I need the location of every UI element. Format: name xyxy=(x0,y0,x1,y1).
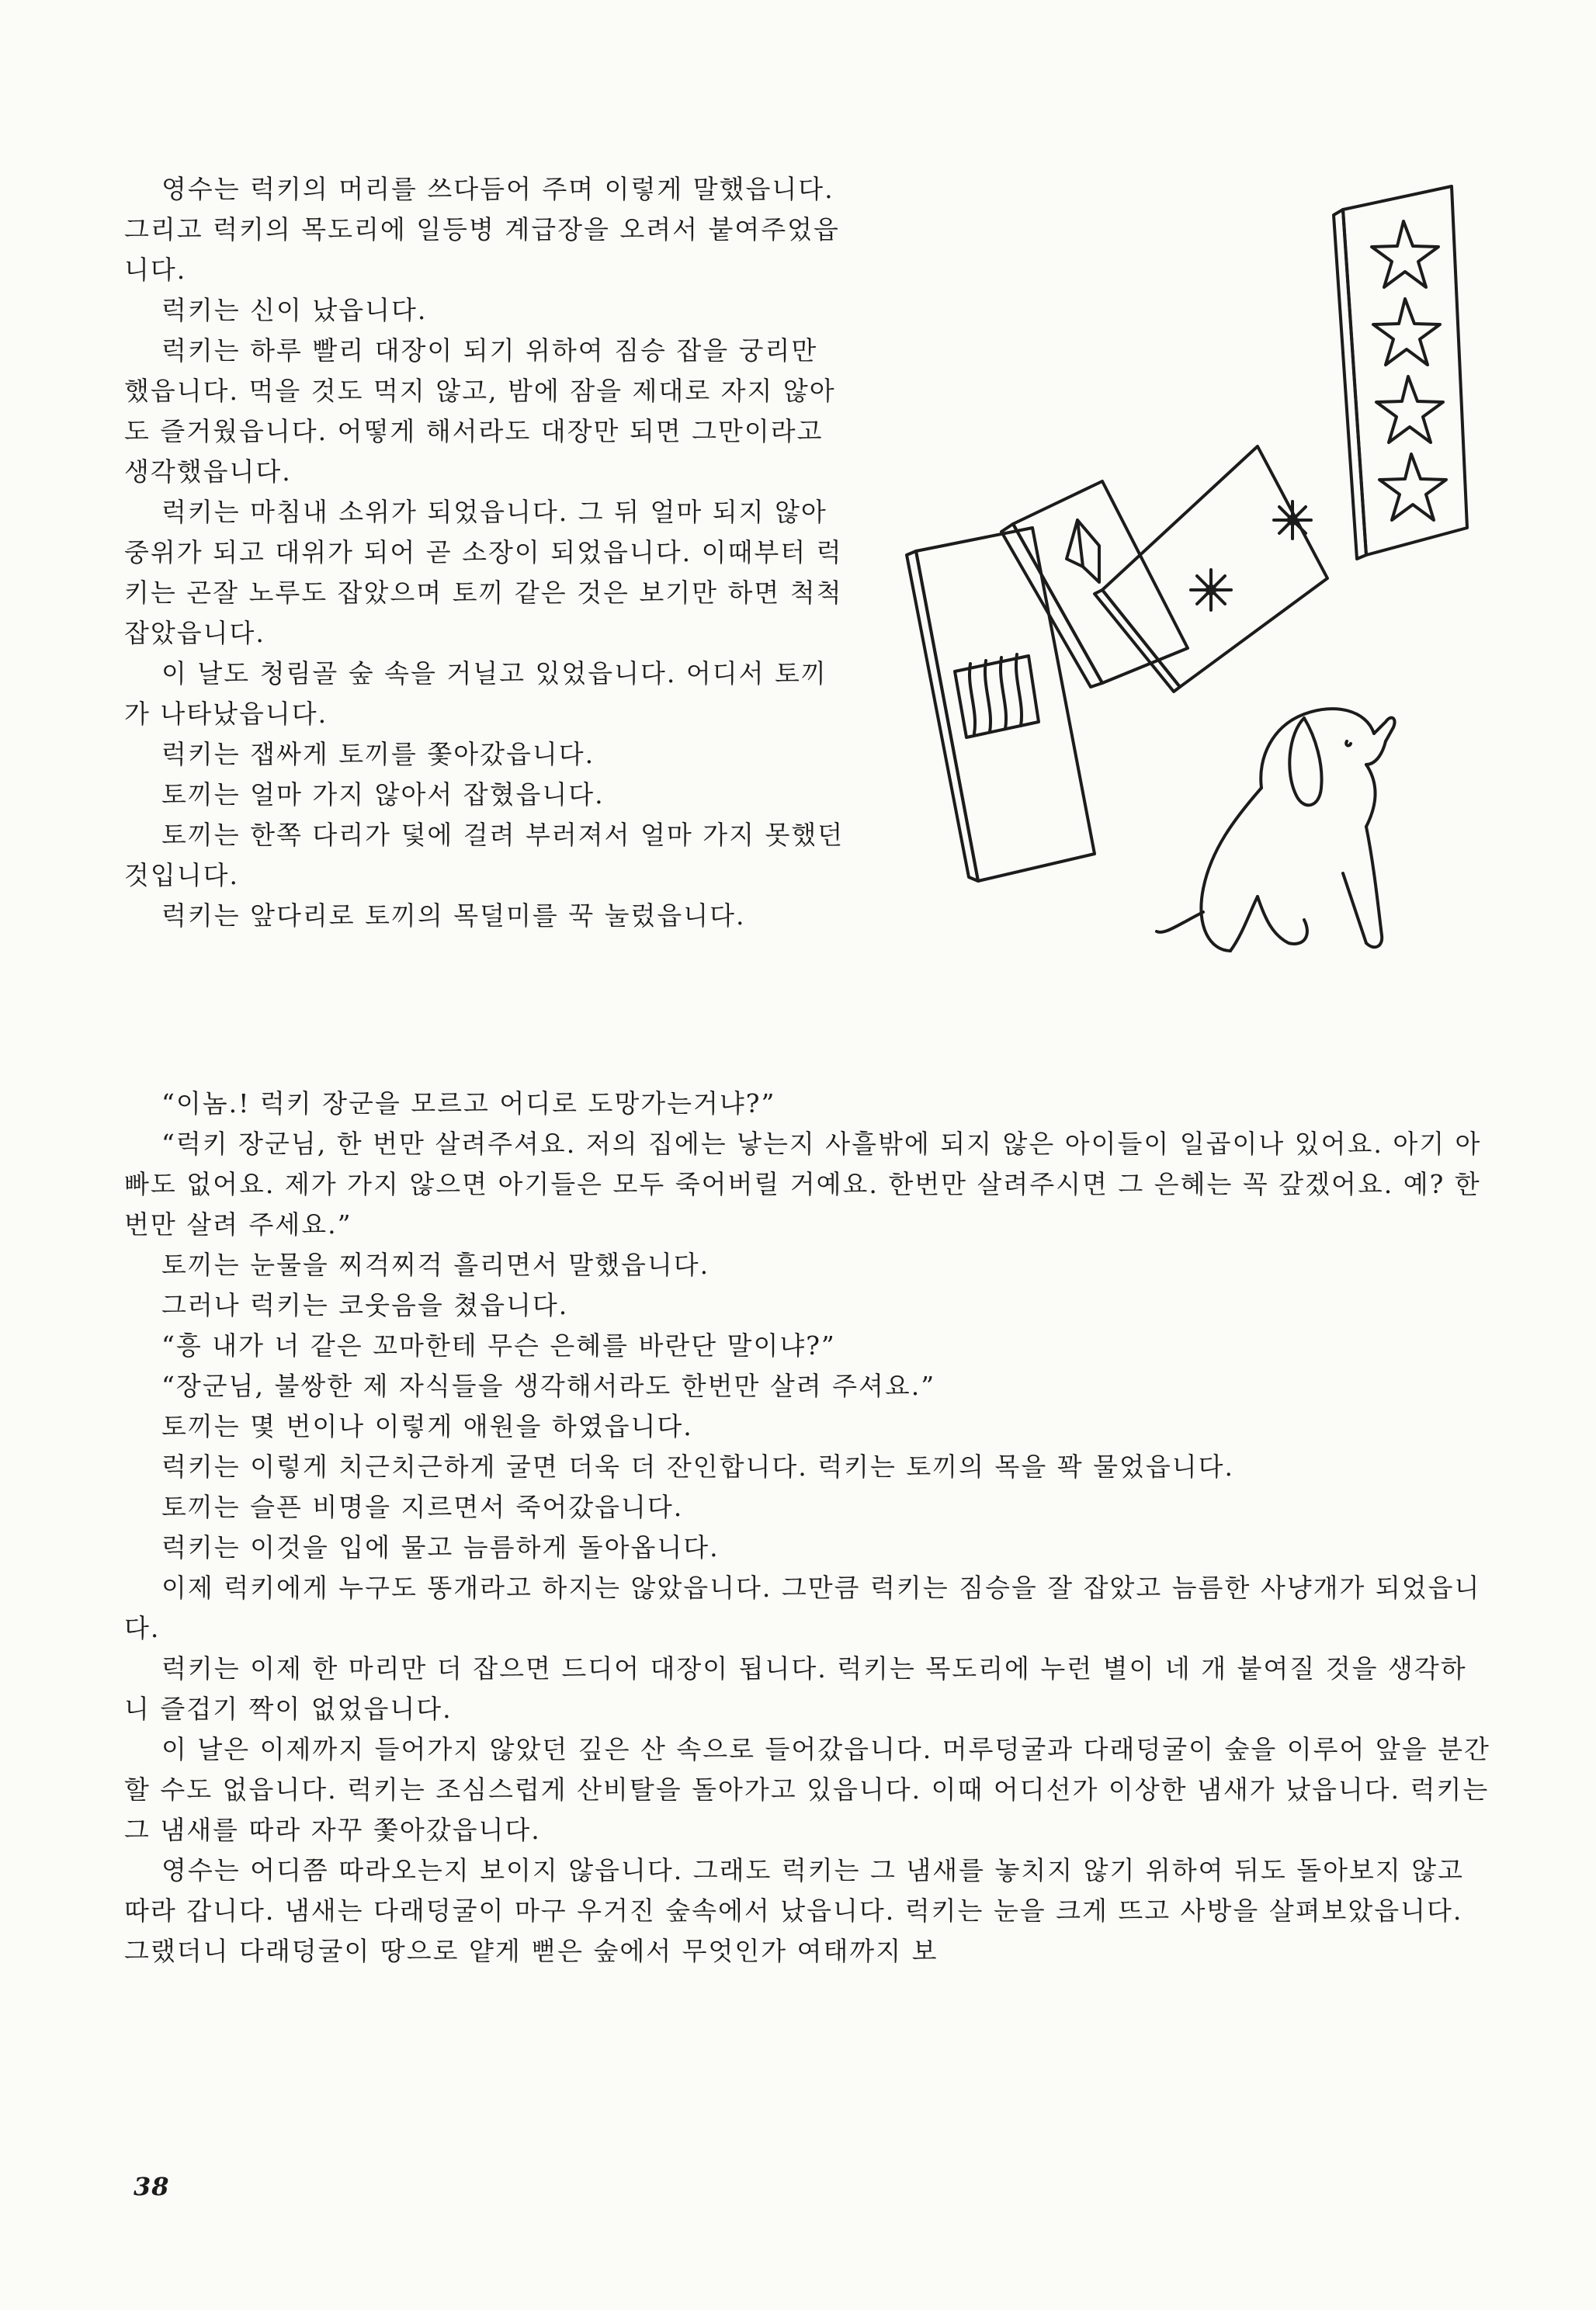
story-text-wide xyxy=(124,1084,1490,1972)
paragraph: 럭키는 마침내 소위가 되었읍니다. 그 뒤 얼마 되지 않아 중위가 되고 대위가 되어 곧 소장이 되었읍니다. 이때부터 럭키는 곤잘 노루도 잡았으며 토끼 같은 것은 보기만 하면 척척 잡았읍니다. xyxy=(124,497,843,648)
paragraph: 토끼는 얼마 가지 않아서 잡혔읍니다. xyxy=(161,779,605,810)
paragraph: 럭키는 잽싸게 토끼를 쫓아갔읍니다. xyxy=(161,739,595,769)
dog-icon xyxy=(1157,709,1395,951)
badge-four-stars-icon xyxy=(1334,186,1467,559)
story-text-top xyxy=(124,169,846,936)
paragraph: 이 날은 이제까지 들어가지 않았던 깊은 산 속으로 들어갔읍니다. 머루덩굴과 다래덩굴이 숲을 이루어 앞을 분간할 수도 없읍니다. 럭키는 조심스럽게 산비탈을 돌아가고 있읍니다. 이때 어디선가 이상한 냄새가 났읍니다. 럭키는 그 냄새를 따라 자꾸 쫓아갔읍니다. xyxy=(124,1734,1490,1845)
paragraph: 영수는 럭키의 머리를 쓰다듬어 주며 이렇게 말했읍니다. 그리고 럭키의 목도리에 일등병 계급장을 오려서 붙여주었읍니다. xyxy=(124,174,840,285)
paragraph: 럭키는 앞다리로 토끼의 목덜미를 꾹 눌렀읍니다. xyxy=(161,900,746,931)
paragraph: “장군님, 불쌍한 제 자식들을 생각해서라도 한번만 살려 주셔요.” xyxy=(161,1371,936,1401)
paragraph: “이놈.! 럭키 장군을 모르고 어디로 도망가는거냐?” xyxy=(161,1088,776,1119)
paragraph: “럭키 장군님, 한 번만 살려주셔요. 저의 집에는 낳는지 사흘밖에 되지 않은 아이들이 일곱이나 있어요. 아기 아빠도 없어요. 제가 가지 않으면 아기들은 모두 죽어버릴 거예요. 한번만 살려주시면 그 은혜는 꼭 갚겠어요. 예? 한 번만 살려 주세요.” xyxy=(124,1129,1482,1240)
badge-stripes-icon xyxy=(907,528,1095,881)
paragraph: “흥 내가 너 같은 꼬마한테 무슨 은혜를 바란단 말이냐?” xyxy=(161,1330,836,1361)
paragraph: 럭키는 이것을 입에 물고 늠름하게 돌아옵니다. xyxy=(161,1532,720,1563)
paragraph: 토끼는 몇 번이나 이렇게 애원을 하였읍니다. xyxy=(161,1411,693,1441)
paragraph: 토끼는 한쪽 다리가 덫에 걸려 부러져서 얼마 가지 못했던 것입니다. xyxy=(124,820,845,890)
paragraph: 토끼는 눈물을 찌걱찌걱 흘리면서 말했읍니다. xyxy=(161,1250,710,1280)
page-number: 38 xyxy=(134,2172,170,2201)
paragraph: 그러나 럭키는 코웃음을 쳤읍니다. xyxy=(161,1290,569,1320)
badge-flower-icon xyxy=(1095,446,1327,692)
paragraph: 럭키는 이렇게 치근치근하게 굴면 더욱 더 잔인합니다. 럭키는 토끼의 목을 꽉 물었읍니다. xyxy=(161,1452,1234,1482)
paragraph: 럭키는 이제 한 마리만 더 잡으면 드디어 대장이 됩니다. 럭키는 목도리에 누런 별이 네 개 붙여질 것을 생각하니 즐겁기 짝이 없었읍니다. xyxy=(124,1653,1467,1724)
paragraph: 이 날도 청림골 숲 속을 거닐고 있었읍니다. 어디서 토끼가 나타났읍니다. xyxy=(124,658,827,729)
paragraph: 럭키는 하루 빨리 대장이 되기 위하여 짐승 잡을 궁리만 했읍니다. 먹을 것도 먹지 않고, 밤에 잠을 제대로 자지 않아도 즐거웠읍니다. 어떻게 해서라도 대장만 되면 그만이라고 생각했읍니다. xyxy=(124,335,836,487)
paragraph: 영수는 어디쯤 따라오는지 보이지 않읍니다. 그래도 럭키는 그 냄새를 놓치지 않기 위하여 뒤도 돌아보지 않고 따라 갑니다. 냄새는 다래덩굴이 마구 우거진 숲속에서 났읍니다. 럭키는 눈을 크게 뜨고 사방을 살펴보았읍니다. 그랬더니 다래덩굴이 땅으로 얕게 뻗은 숲에서 무엇인가 여태까지 보 xyxy=(124,1855,1464,1966)
paragraph: 토끼는 슬픈 비명을 지르면서 죽어갔읍니다. xyxy=(161,1492,684,1522)
paragraph: 이제 럭키에게 누구도 똥개라고 하지는 않았읍니다. 그만큼 럭키는 짐승을 잘 잡았고 늠름한 사냥개가 되었읍니다. xyxy=(124,1573,1481,1643)
rank-badges-and-dog-illustration xyxy=(869,167,1537,1013)
paragraph: 럭키는 신이 났읍니다. xyxy=(161,295,428,325)
